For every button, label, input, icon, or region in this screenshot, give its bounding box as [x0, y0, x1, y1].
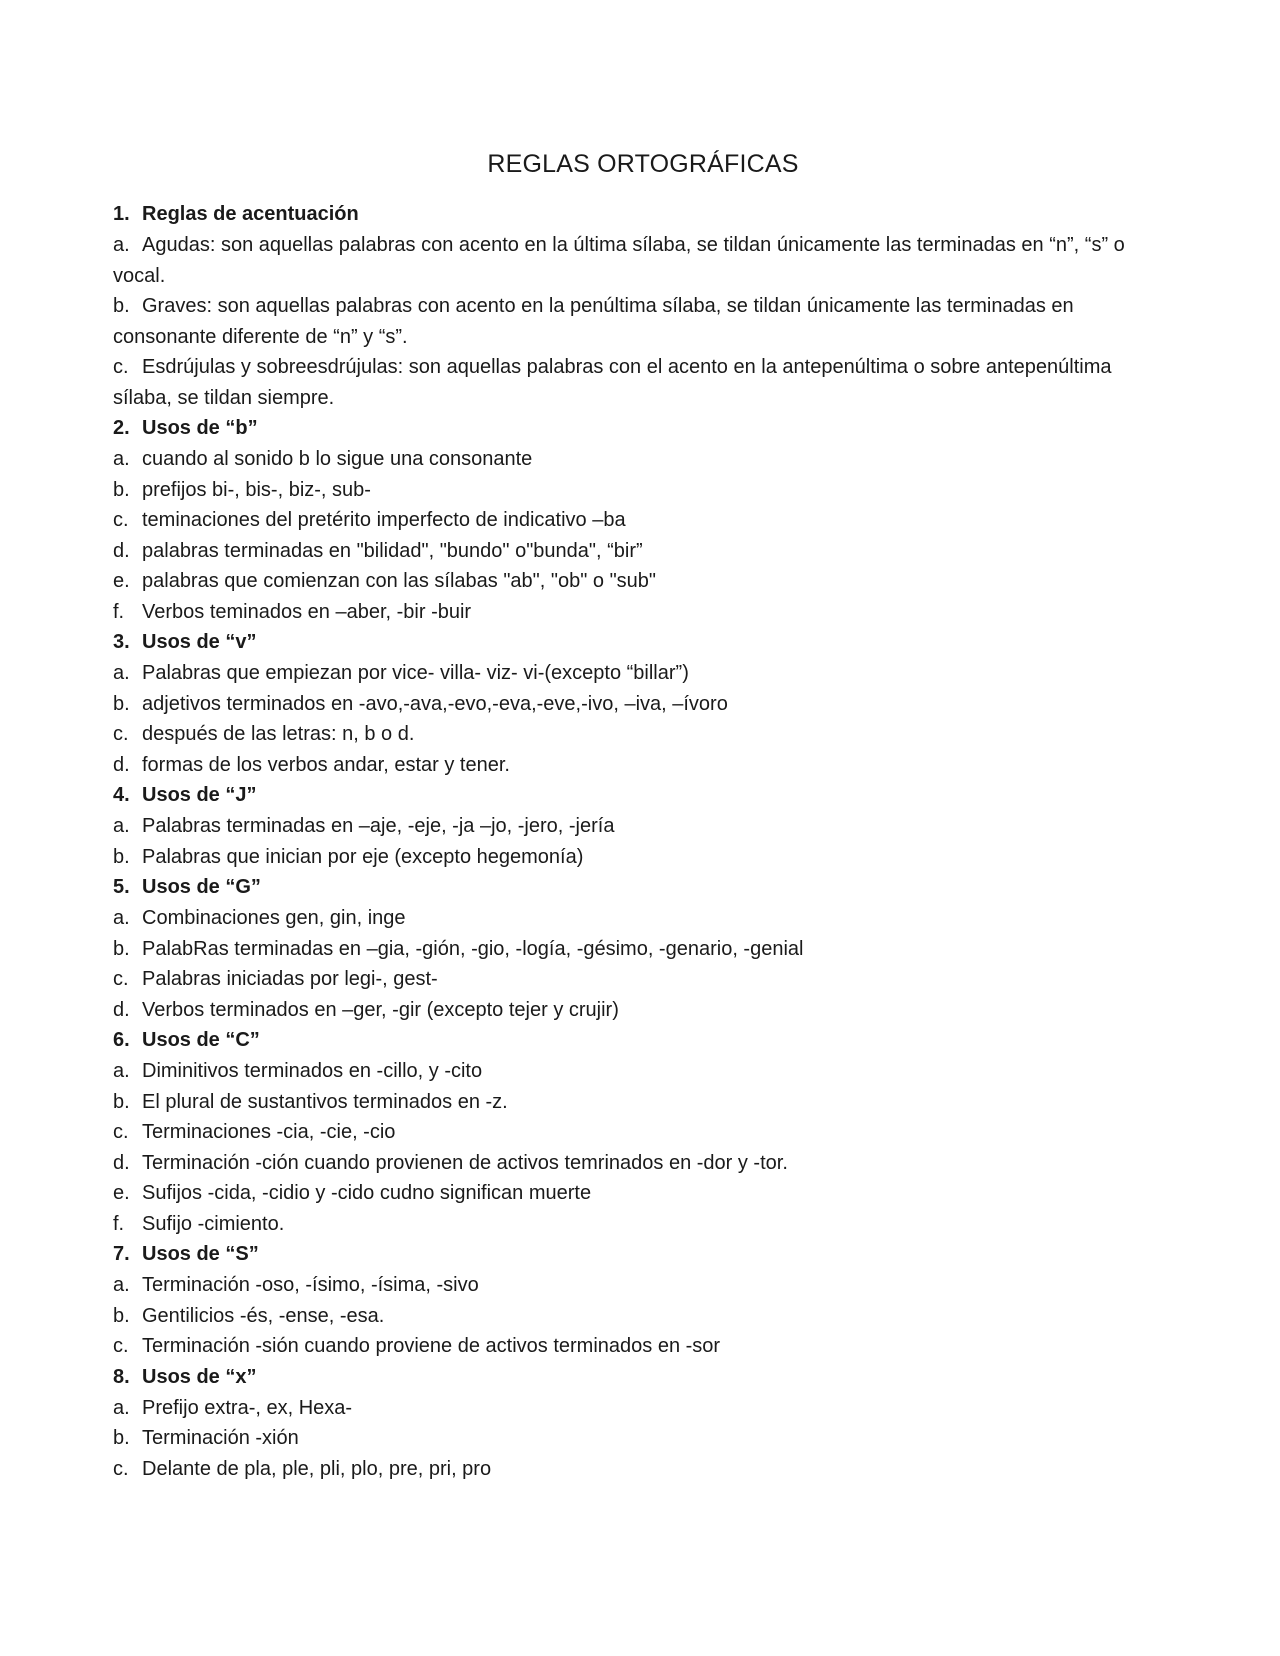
list-item	[113, 842, 1173, 873]
item-text: Prefijo extra-, ex, Hexa-	[142, 1396, 353, 1419]
item-letter: f.	[113, 1212, 125, 1235]
item-text: Sufijos -cida, -cidio y -cido cudno significan muerte	[142, 1182, 592, 1204]
section-number: 6.	[113, 1029, 130, 1051]
section-number: 3.	[113, 631, 130, 653]
item-text: Palabras terminadas en –aje, -eje, -ja –jo, -jero, -jería	[142, 815, 615, 837]
item-text: Verbos terminados en –ger, -gir (excepto tejer y crujir)	[142, 998, 619, 1021]
item-text: Agudas: son aquellas palabras con acento en la última sílaba, se tildan únicamente las terminadas en “n”, “s” o vocal.	[113, 234, 1125, 287]
section-usos-c	[113, 1025, 1173, 1239]
item-letter: b.	[113, 1427, 130, 1449]
list-item	[113, 1393, 1173, 1424]
item-letter: c.	[113, 509, 129, 531]
item-text: Terminación -oso, -ísimo, -ísima, -sivo	[142, 1274, 479, 1296]
section-heading	[113, 872, 1173, 903]
item-text: cuando al sonido b lo sigue una consonante	[142, 448, 533, 470]
item-text: Terminación -ción cuando provienen de activos temrinados en -dor y -tor.	[142, 1151, 788, 1174]
item-letter: b.	[113, 295, 130, 317]
item-text: después de las letras: n, b o d.	[142, 723, 415, 745]
section-usos-x	[113, 1362, 1173, 1485]
list-item	[113, 230, 1173, 291]
list-item	[113, 934, 1173, 965]
item-text: Delante de pla, ple, pli, plo, pre, pri, pro	[142, 1457, 492, 1480]
item-letter: a.	[113, 907, 130, 929]
section-title: Reglas de acentuación	[142, 203, 359, 225]
item-letter: c.	[113, 1457, 129, 1480]
item-text: Palabras iniciadas por legi-, gest-	[142, 968, 438, 990]
list-item	[113, 1209, 1173, 1240]
item-letter: c.	[113, 968, 129, 990]
section-heading	[113, 1362, 1173, 1393]
item-letter: c.	[113, 1335, 129, 1357]
item-text: PalabRas terminadas en –gia, -gión, -gio, -logía, -gésimo, -genario, -genial	[142, 937, 804, 960]
section-title: Usos de “C”	[142, 1029, 260, 1051]
section-title: Usos de “v”	[142, 631, 257, 653]
item-letter: a.	[113, 662, 130, 684]
list-item	[113, 1087, 1173, 1118]
list-item	[113, 719, 1173, 750]
section-title: Usos de “J”	[142, 784, 257, 806]
section-heading	[113, 413, 1173, 444]
item-letter: d.	[113, 753, 130, 776]
item-text: Graves: son aquellas palabras con acento en la penúltima sílaba, se tildan únicamente las terminadas en consonante diferente de “n” y “s”.	[113, 295, 1074, 348]
section-heading	[113, 1239, 1173, 1270]
list-item	[113, 750, 1173, 781]
item-text: formas de los verbos andar, estar y tener.	[142, 753, 510, 776]
section-usos-b	[113, 413, 1173, 627]
list-item	[113, 1117, 1173, 1148]
item-letter: a.	[113, 1396, 130, 1419]
list-item	[113, 1270, 1173, 1301]
item-letter: c.	[113, 1121, 129, 1143]
list-item	[113, 903, 1173, 934]
item-letter: b.	[113, 692, 130, 715]
section-heading	[113, 780, 1173, 811]
item-text: teminaciones del pretérito imperfecto de indicativo –ba	[142, 509, 626, 531]
section-usos-j	[113, 780, 1173, 872]
item-letter: b.	[113, 1304, 130, 1327]
item-text: Palabras que inician por eje (excepto hegemonía)	[142, 845, 584, 868]
page-title: REGLAS ORTOGRÁFICAS	[487, 150, 799, 178]
item-text: Terminación -xión	[142, 1427, 299, 1449]
section-title: Usos de “b”	[142, 417, 258, 439]
list-item	[113, 352, 1173, 413]
list-item	[113, 658, 1173, 689]
item-letter: c.	[113, 723, 129, 745]
item-letter: e.	[113, 1182, 130, 1204]
list-item	[113, 444, 1173, 475]
list-item	[113, 1331, 1173, 1362]
item-letter: b.	[113, 937, 130, 960]
item-text: Verbos teminados en –aber, -bir -buir	[142, 600, 472, 623]
item-text: Sufijo -cimiento.	[142, 1212, 285, 1235]
item-letter: d.	[113, 539, 130, 562]
item-text: palabras que comienzan con las sílabas "ab", "ob" o "sub"	[142, 570, 657, 592]
section-title: Usos de “x”	[142, 1365, 257, 1388]
item-letter: a.	[113, 815, 130, 837]
item-text: Palabras que empiezan por vice- villa- viz- vi-(excepto “billar”)	[142, 662, 689, 684]
list-item	[113, 566, 1173, 597]
section-number: 8.	[113, 1365, 130, 1388]
section-usos-s	[113, 1239, 1173, 1362]
section-number: 2.	[113, 417, 130, 439]
list-item	[113, 536, 1173, 567]
section-number: 1.	[113, 203, 130, 225]
list-item	[113, 597, 1173, 628]
section-number: 7.	[113, 1243, 130, 1265]
list-item	[113, 1148, 1173, 1179]
item-letter: d.	[113, 1151, 130, 1174]
list-item	[113, 1301, 1173, 1332]
item-text: El plural de sustantivos terminados en -z.	[142, 1090, 508, 1113]
list-item	[113, 811, 1173, 842]
list-item	[113, 505, 1173, 536]
item-text: Gentilicios -és, -ense, -esa.	[142, 1304, 385, 1327]
list-item	[113, 291, 1173, 352]
item-letter: b.	[113, 845, 130, 868]
item-text: Terminación -sión cuando proviene de activos terminados en -sor	[142, 1335, 721, 1357]
section-usos-v	[113, 627, 1173, 780]
list-item	[113, 1454, 1173, 1485]
list-item	[113, 964, 1173, 995]
item-letter: a.	[113, 448, 130, 470]
item-letter: e.	[113, 570, 130, 592]
list-item	[113, 1178, 1173, 1209]
list-item	[113, 689, 1173, 720]
item-letter: a.	[113, 1274, 130, 1296]
section-heading	[113, 1025, 1173, 1056]
item-letter: a.	[113, 1060, 130, 1082]
item-letter: b.	[113, 1090, 130, 1113]
section-number: 4.	[113, 784, 130, 806]
item-text: Diminitivos terminados en -cillo, y -cito	[142, 1060, 483, 1082]
section-usos-g	[113, 872, 1173, 1025]
list-item	[113, 1056, 1173, 1087]
item-text: prefijos bi-, bis-, biz-, sub-	[142, 478, 371, 501]
section-acentuacion	[113, 199, 1173, 413]
section-title: Usos de “G”	[142, 876, 261, 898]
item-text: Combinaciones gen, gin, inge	[142, 907, 406, 929]
item-text: Terminaciones -cia, -cie, -cio	[142, 1121, 396, 1143]
item-letter: a.	[113, 234, 130, 256]
section-title: Usos de “S”	[142, 1243, 259, 1265]
item-letter: b.	[113, 478, 130, 501]
item-letter: f.	[113, 600, 125, 623]
item-text: Esdrújulas y sobreesdrújulas: son aquellas palabras con el acento en la antepenúltima o sobre antepenúltima sílaba, se tildan siempre.	[113, 356, 1112, 409]
item-letter: c.	[113, 356, 129, 378]
list-item	[113, 475, 1173, 506]
list-item	[113, 1423, 1173, 1454]
item-letter: d.	[113, 998, 130, 1021]
section-number: 5.	[113, 876, 130, 898]
section-heading	[113, 627, 1173, 658]
document-page	[113, 150, 1173, 1484]
item-text: adjetivos terminados en -avo,-ava,-evo,-eva,-eve,-ivo, –iva, –ívoro	[142, 692, 728, 715]
section-heading	[113, 199, 1173, 230]
item-text: palabras terminadas en "bilidad", "bundo" o"bunda", “bir”	[142, 539, 643, 562]
list-item	[113, 995, 1173, 1026]
